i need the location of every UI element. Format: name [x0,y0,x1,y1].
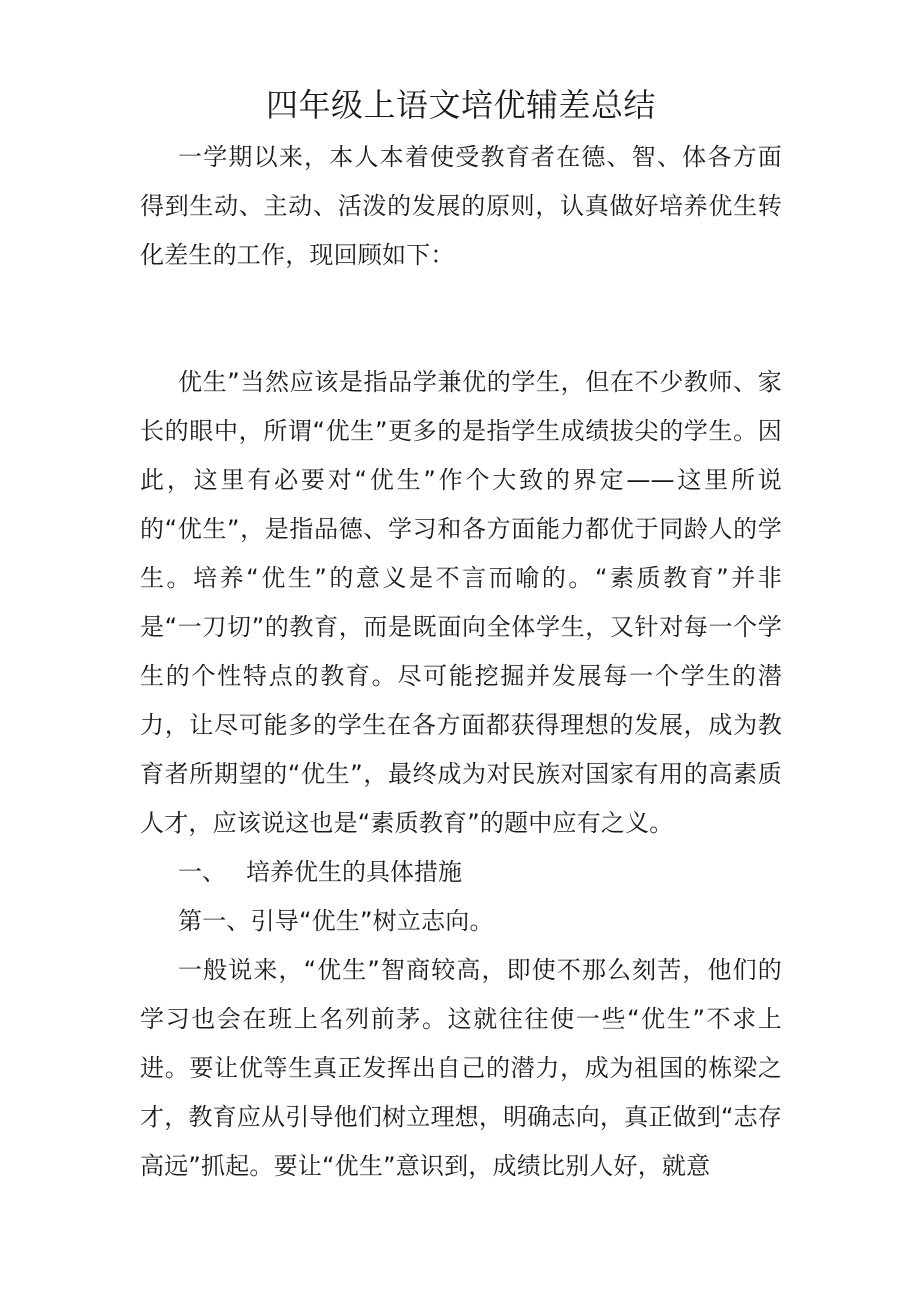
step-one-paragraph: 第一、引导“优生”树立志向。 [178,907,494,935]
blank-line [140,280,782,358]
definition-paragraph: 优生”当然应该是指品学兼优的学生，但在不少教师、家长的眼中，所谓“优生”更多的是指学生成绩拔尖的学生。因此，这里有必要对“优生”作个大致的界定——这里所说的“优生”，是指品德、学习和各方面能力都优于同龄人的学生。培养“优生”的意义是不言而喻的。“素质教育”并非是“一刀切”的教育，而是既面向全体学生，又针对每一个学生的个性特点的教育。尽可能挖掘并发展每一个学生的潜力，让尽可能多的学生在各方面都获得理想的发展，成为教育者所期望的“优生”，最终成为对民族对国家有用的高素质人才，应该说这也是“素质教育”的题中应有之义。 [140,368,782,837]
intro-paragraph: 一学期以来，本人本着使受教育者在德、智、体各方面得到生动、主动、活泼的发展的原则，认真做好培养优生转化差生的工作，现回顾如下： [140,143,782,269]
section-number: 一、 [178,858,226,886]
document-title: 四年级上语文培优辅差总结 [265,86,656,124]
document-page [140,82,782,1191]
section-heading [140,848,782,897]
body-paragraph: 一般说来，“优生”智商较高，即使不那么刻苦，他们的学习也会在班上名列前茅。这就往往使一些“优生”不求上进。要让优等生真正发挥出自己的潜力，成为祖国的栋梁之才，教育应从引导他们树立理想，明确志向，真正做到“志存高远”抓起。要让“优生”意识到，成绩比别人好，就意 [140,956,782,1180]
section-title: 培养优生的具体措施 [246,858,462,886]
